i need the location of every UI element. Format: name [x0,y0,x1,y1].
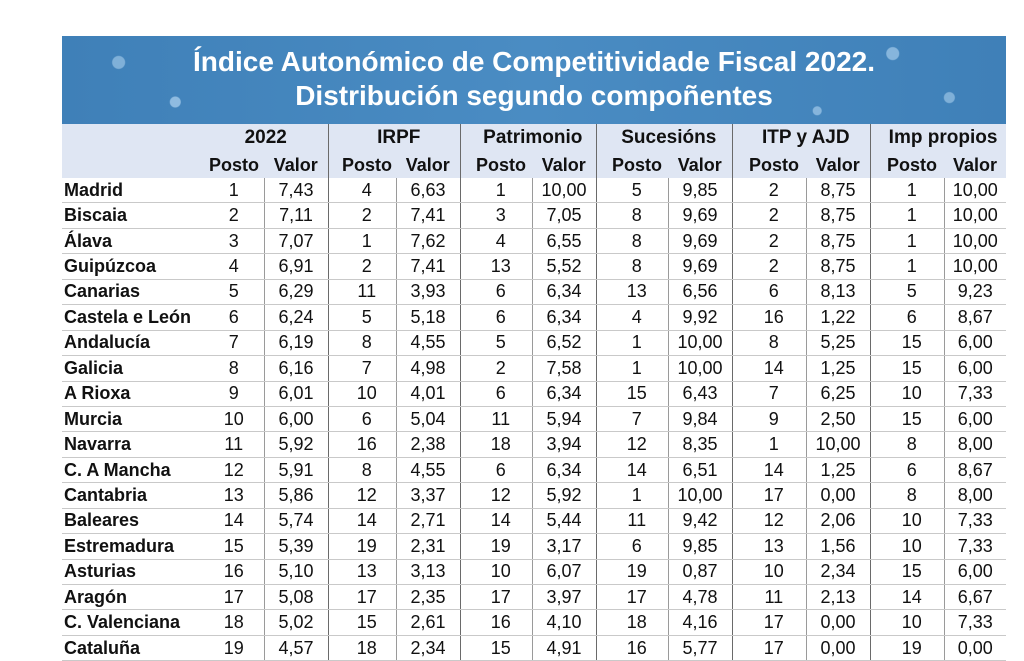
posto-cell: 12 [338,483,396,508]
sub-header-posto: Posto [470,152,532,178]
posto-cell: 4 [470,228,532,253]
posto-cell: 2 [742,254,806,279]
posto-cell: 1 [470,178,532,203]
posto-cell: 13 [338,559,396,584]
posto-cell: 8 [338,330,396,355]
posto-cell: 10 [880,610,944,635]
region-name: Guipúzcoa [62,254,204,279]
posto-cell: 5 [338,305,396,330]
valor-cell: 6,00 [264,406,328,431]
valor-cell: 3,17 [532,534,596,559]
posto-cell: 2 [470,356,532,381]
posto-cell: 8 [338,457,396,482]
posto-cell: 1 [880,203,944,228]
posto-cell: 6 [338,406,396,431]
valor-cell: 0,00 [806,483,870,508]
table-body [62,178,1006,661]
posto-cell: 2 [742,203,806,228]
valor-cell: 7,43 [264,178,328,203]
posto-cell: 6 [470,457,532,482]
posto-cell: 11 [470,406,532,431]
posto-cell: 2 [338,254,396,279]
valor-cell: 10,00 [668,330,732,355]
valor-cell: 6,01 [264,381,328,406]
region-name: Galicia [62,356,204,381]
valor-cell: 8,75 [806,178,870,203]
header-blank [62,124,204,152]
posto-cell: 14 [880,585,944,610]
table-row [62,457,1006,482]
valor-cell: 3,37 [396,483,460,508]
posto-cell: 7 [606,406,668,431]
valor-cell: 5,91 [264,457,328,482]
valor-cell: 2,13 [806,585,870,610]
posto-cell: 11 [606,508,668,533]
posto-cell: 1 [880,178,944,203]
valor-cell: 5,94 [532,406,596,431]
posto-cell: 1 [338,228,396,253]
posto-cell: 7 [338,356,396,381]
region-name: Baleares [62,508,204,533]
valor-cell: 10,00 [806,432,870,457]
sub-header-valor: Valor [264,152,328,178]
posto-cell: 8 [204,356,264,381]
table-row [62,178,1006,203]
posto-cell: 1 [742,432,806,457]
posto-cell: 13 [470,254,532,279]
valor-cell: 5,86 [264,483,328,508]
posto-cell: 12 [742,508,806,533]
valor-cell: 7,33 [944,610,1006,635]
valor-cell: 4,98 [396,356,460,381]
valor-cell: 1,22 [806,305,870,330]
region-name: Álava [62,228,204,253]
posto-cell: 1 [606,356,668,381]
group-header-row [62,124,1006,152]
posto-cell: 15 [880,356,944,381]
valor-cell: 5,77 [668,635,732,660]
posto-cell: 12 [204,457,264,482]
posto-cell: 10 [880,534,944,559]
posto-cell: 9 [742,406,806,431]
posto-cell: 8 [606,254,668,279]
valor-cell: 4,91 [532,635,596,660]
valor-cell: 6,56 [668,279,732,304]
posto-cell: 13 [742,534,806,559]
posto-cell: 15 [338,610,396,635]
region-name: Castela e León [62,305,204,330]
valor-cell: 6,63 [396,178,460,203]
posto-cell: 9 [204,381,264,406]
valor-cell: 9,92 [668,305,732,330]
valor-cell: 4,57 [264,635,328,660]
posto-cell: 4 [338,178,396,203]
posto-cell: 17 [742,483,806,508]
posto-cell: 15 [880,406,944,431]
valor-cell: 3,94 [532,432,596,457]
posto-cell: 14 [338,508,396,533]
group-header-sucesions: Sucesións [606,124,732,152]
posto-cell: 6 [204,305,264,330]
group-header-irpf: IRPF [338,124,460,152]
posto-cell: 6 [470,381,532,406]
table-row [62,432,1006,457]
valor-cell: 9,69 [668,254,732,279]
region-name: C. A Mancha [62,457,204,482]
sub-header-posto: Posto [204,152,264,178]
posto-cell: 17 [204,585,264,610]
valor-cell: 9,85 [668,534,732,559]
valor-cell: 10,00 [944,203,1006,228]
valor-cell: 7,11 [264,203,328,228]
posto-cell: 8 [742,330,806,355]
posto-cell: 8 [606,203,668,228]
valor-cell: 7,41 [396,203,460,228]
region-name: Biscaia [62,203,204,228]
posto-cell: 6 [606,534,668,559]
valor-cell: 5,52 [532,254,596,279]
valor-cell: 4,55 [396,330,460,355]
valor-cell: 10,00 [532,178,596,203]
table-row [62,279,1006,304]
posto-cell: 11 [338,279,396,304]
region-name: Cantabria [62,483,204,508]
posto-cell: 14 [470,508,532,533]
valor-cell: 6,29 [264,279,328,304]
valor-cell: 7,07 [264,228,328,253]
valor-cell: 6,07 [532,559,596,584]
sub-header-posto: Posto [880,152,944,178]
posto-cell: 6 [470,279,532,304]
posto-cell: 3 [470,203,532,228]
group-header-imp-propios: Imp propios [880,124,1006,152]
posto-cell: 15 [880,330,944,355]
title-banner [62,36,1006,124]
valor-cell: 2,71 [396,508,460,533]
posto-cell: 16 [338,432,396,457]
valor-cell: 0,00 [806,610,870,635]
valor-cell: 4,01 [396,381,460,406]
valor-cell: 6,00 [944,406,1006,431]
valor-cell: 6,24 [264,305,328,330]
sub-header-posto: Posto [606,152,668,178]
valor-cell: 6,00 [944,559,1006,584]
posto-cell: 14 [742,457,806,482]
posto-cell: 1 [204,178,264,203]
posto-cell: 14 [606,457,668,482]
table-row [62,585,1006,610]
valor-cell: 5,02 [264,610,328,635]
table-row [62,559,1006,584]
valor-cell: 6,91 [264,254,328,279]
posto-cell: 19 [880,635,944,660]
page-subtitle: Distribución segundo compoñentes [295,80,773,111]
posto-cell: 18 [470,432,532,457]
posto-cell: 10 [880,381,944,406]
posto-cell: 7 [742,381,806,406]
posto-cell: 3 [204,228,264,253]
valor-cell: 2,06 [806,508,870,533]
posto-cell: 15 [204,534,264,559]
valor-cell: 8,75 [806,228,870,253]
valor-cell: 3,13 [396,559,460,584]
valor-cell: 6,00 [944,356,1006,381]
valor-cell: 7,33 [944,534,1006,559]
valor-cell: 8,67 [944,457,1006,482]
posto-cell: 14 [204,508,264,533]
region-name: Canarias [62,279,204,304]
valor-cell: 6,43 [668,381,732,406]
valor-cell: 5,92 [532,483,596,508]
valor-cell: 5,08 [264,585,328,610]
sub-header-valor: Valor [944,152,1006,178]
valor-cell: 5,92 [264,432,328,457]
sub-header-valor: Valor [532,152,596,178]
region-name: Asturias [62,559,204,584]
group-header-2022: 2022 [204,124,328,152]
sub-header-posto: Posto [742,152,806,178]
posto-cell: 2 [742,228,806,253]
valor-cell: 5,10 [264,559,328,584]
group-header-patrimonio: Patrimonio [470,124,596,152]
posto-cell: 11 [204,432,264,457]
posto-cell: 2 [338,203,396,228]
valor-cell: 6,55 [532,228,596,253]
valor-cell: 2,31 [396,534,460,559]
valor-cell: 6,25 [806,381,870,406]
table-row [62,228,1006,253]
posto-cell: 13 [204,483,264,508]
region-name: Estremadura [62,534,204,559]
posto-cell: 10 [742,559,806,584]
posto-cell: 19 [338,534,396,559]
valor-cell: 6,34 [532,381,596,406]
posto-cell: 8 [606,228,668,253]
posto-cell: 16 [204,559,264,584]
valor-cell: 6,19 [264,330,328,355]
table-row [62,356,1006,381]
posto-cell: 2 [204,203,264,228]
valor-cell: 8,00 [944,432,1006,457]
valor-cell: 5,39 [264,534,328,559]
valor-cell: 0,00 [806,635,870,660]
posto-cell: 10 [880,508,944,533]
posto-cell: 18 [204,610,264,635]
valor-cell: 6,67 [944,585,1006,610]
posto-cell: 5 [470,330,532,355]
table-row [62,330,1006,355]
posto-cell: 4 [204,254,264,279]
valor-cell: 9,84 [668,406,732,431]
valor-cell: 8,75 [806,254,870,279]
valor-cell: 6,34 [532,305,596,330]
posto-cell: 7 [204,330,264,355]
region-name: Murcia [62,406,204,431]
valor-cell: 10,00 [944,178,1006,203]
posto-cell: 6 [880,305,944,330]
posto-cell: 17 [742,610,806,635]
valor-cell: 2,35 [396,585,460,610]
valor-cell: 2,34 [396,635,460,660]
posto-cell: 6 [742,279,806,304]
posto-cell: 18 [606,610,668,635]
posto-cell: 15 [606,381,668,406]
posto-cell: 15 [880,559,944,584]
table-row [62,610,1006,635]
posto-cell: 12 [606,432,668,457]
valor-cell: 6,34 [532,279,596,304]
valor-cell: 8,75 [806,203,870,228]
sub-header-row [62,152,1006,178]
valor-cell: 5,74 [264,508,328,533]
valor-cell: 10,00 [668,483,732,508]
table-row [62,203,1006,228]
region-name: Cataluña [62,635,204,660]
valor-cell: 0,87 [668,559,732,584]
valor-cell: 5,44 [532,508,596,533]
posto-cell: 19 [606,559,668,584]
valor-cell: 2,50 [806,406,870,431]
valor-cell: 4,16 [668,610,732,635]
valor-cell: 9,69 [668,203,732,228]
region-name: Aragón [62,585,204,610]
region-name: Navarra [62,432,204,457]
posto-cell: 19 [204,635,264,660]
table-row [62,254,1006,279]
page-title: Índice Autonómico de Competitividade Fiscal 2022. [192,46,875,77]
region-name: A Rioxa [62,381,204,406]
valor-cell: 9,69 [668,228,732,253]
posto-cell: 8 [880,432,944,457]
valor-cell: 8,67 [944,305,1006,330]
valor-cell: 6,51 [668,457,732,482]
valor-cell: 1,56 [806,534,870,559]
posto-cell: 10 [204,406,264,431]
sub-header-valor: Valor [668,152,732,178]
valor-cell: 6,34 [532,457,596,482]
table-row [62,305,1006,330]
posto-cell: 16 [742,305,806,330]
posto-cell: 4 [606,305,668,330]
valor-cell: 5,25 [806,330,870,355]
posto-cell: 1 [606,483,668,508]
posto-cell: 6 [880,457,944,482]
posto-cell: 12 [470,483,532,508]
posto-cell: 1 [880,228,944,253]
table-row [62,406,1006,431]
posto-cell: 19 [470,534,532,559]
valor-cell: 3,97 [532,585,596,610]
posto-cell: 2 [742,178,806,203]
valor-cell: 7,05 [532,203,596,228]
group-header-itp-ajd: ITP y AJD [742,124,870,152]
valor-cell: 0,00 [944,635,1006,660]
valor-cell: 9,42 [668,508,732,533]
valor-cell: 2,38 [396,432,460,457]
posto-cell: 11 [742,585,806,610]
posto-cell: 10 [338,381,396,406]
posto-cell: 1 [880,254,944,279]
valor-cell: 8,35 [668,432,732,457]
table-row [62,508,1006,533]
valor-cell: 10,00 [668,356,732,381]
valor-cell: 5,04 [396,406,460,431]
valor-cell: 4,78 [668,585,732,610]
posto-cell: 14 [742,356,806,381]
posto-cell: 1 [606,330,668,355]
posto-cell: 17 [606,585,668,610]
posto-cell: 18 [338,635,396,660]
table-row [62,534,1006,559]
competitiveness-table [62,124,1006,661]
valor-cell: 2,61 [396,610,460,635]
table-row [62,635,1006,660]
posto-cell: 5 [606,178,668,203]
posto-cell: 8 [880,483,944,508]
posto-cell: 16 [470,610,532,635]
region-name: C. Valenciana [62,610,204,635]
valor-cell: 7,41 [396,254,460,279]
posto-cell: 6 [470,305,532,330]
valor-cell: 9,23 [944,279,1006,304]
valor-cell: 8,00 [944,483,1006,508]
valor-cell: 7,58 [532,356,596,381]
valor-cell: 6,52 [532,330,596,355]
valor-cell: 8,13 [806,279,870,304]
valor-cell: 7,62 [396,228,460,253]
valor-cell: 9,85 [668,178,732,203]
valor-cell: 10,00 [944,228,1006,253]
posto-cell: 5 [880,279,944,304]
valor-cell: 1,25 [806,356,870,381]
valor-cell: 6,16 [264,356,328,381]
posto-cell: 10 [470,559,532,584]
posto-cell: 13 [606,279,668,304]
table-row [62,483,1006,508]
posto-cell: 15 [470,635,532,660]
valor-cell: 7,33 [944,508,1006,533]
posto-cell: 17 [470,585,532,610]
valor-cell: 5,18 [396,305,460,330]
sub-header-valor: Valor [806,152,870,178]
valor-cell: 6,00 [944,330,1006,355]
table-row [62,381,1006,406]
posto-cell: 16 [606,635,668,660]
valor-cell: 2,34 [806,559,870,584]
sub-header-valor: Valor [396,152,460,178]
region-name: Andalucía [62,330,204,355]
valor-cell: 1,25 [806,457,870,482]
posto-cell: 17 [338,585,396,610]
posto-cell: 5 [204,279,264,304]
sub-header-posto: Posto [338,152,396,178]
valor-cell: 4,55 [396,457,460,482]
valor-cell: 10,00 [944,254,1006,279]
posto-cell: 17 [742,635,806,660]
valor-cell: 4,10 [532,610,596,635]
valor-cell: 3,93 [396,279,460,304]
valor-cell: 7,33 [944,381,1006,406]
region-name: Madrid [62,178,204,203]
